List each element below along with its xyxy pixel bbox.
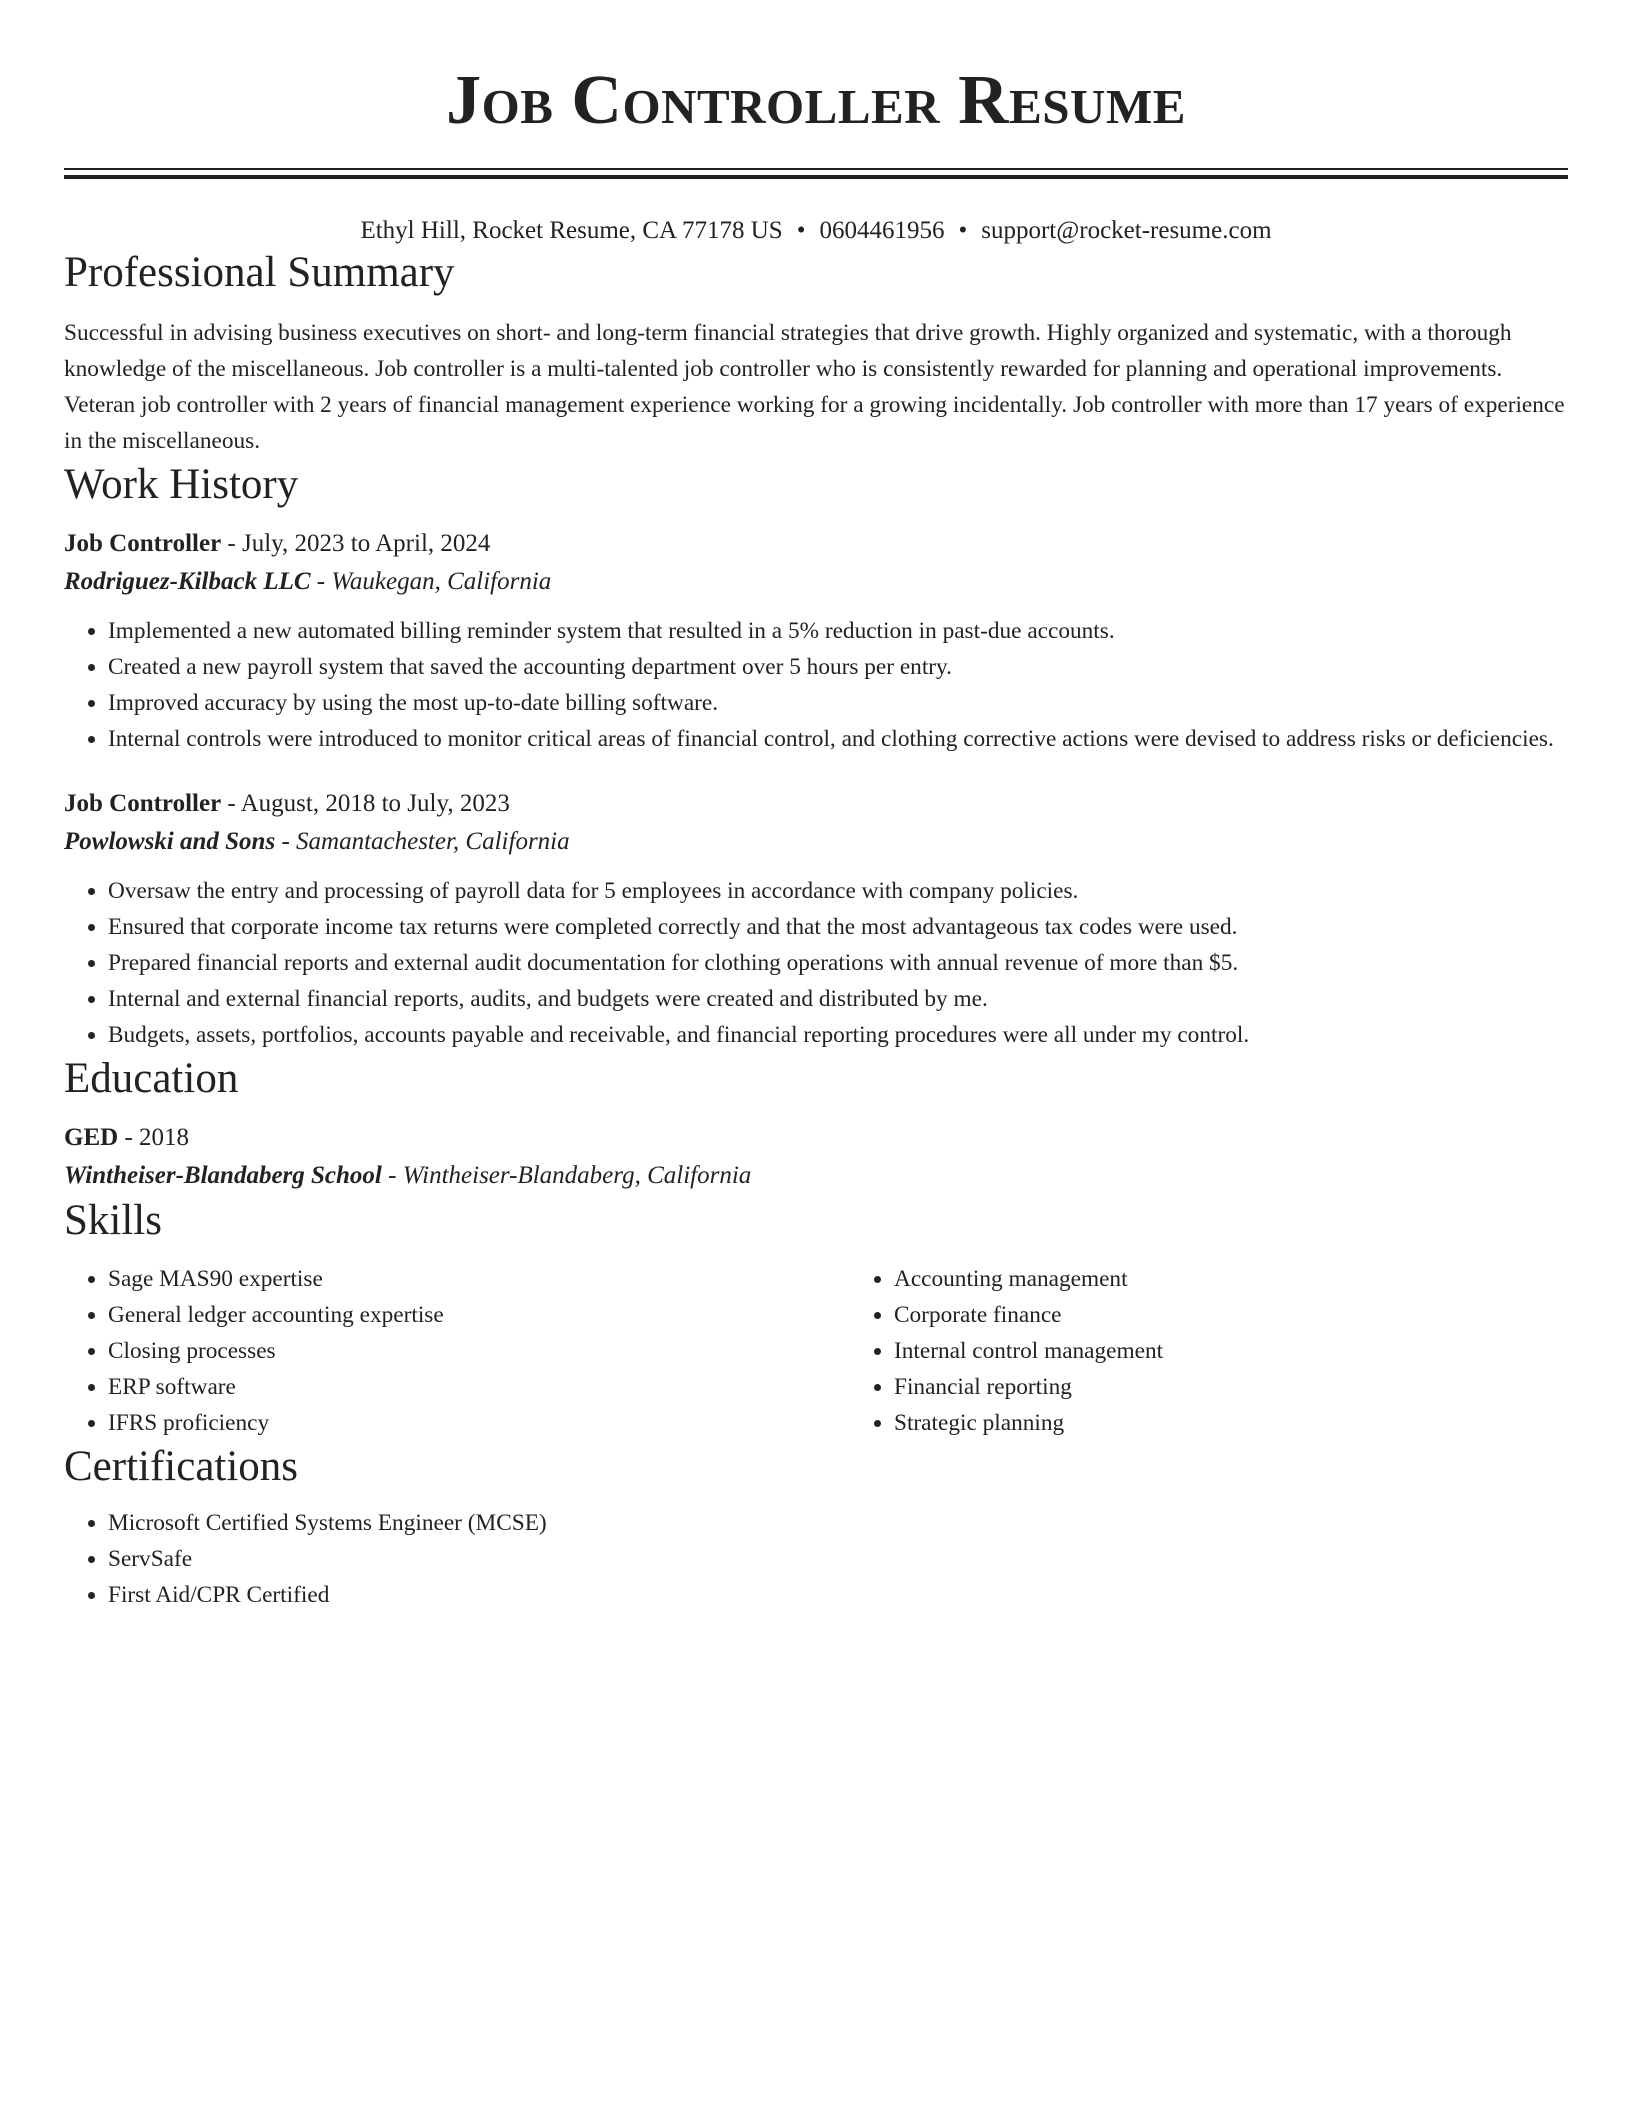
degree-line: [64, 1119, 1568, 1157]
job-title-line: [64, 785, 1568, 823]
certification-item: • First Aid/CPR Certified: [108, 1577, 1568, 1613]
company-location: - Samantachester, California: [275, 828, 570, 855]
work-history-heading: Work History: [64, 461, 299, 508]
company-line: [64, 823, 1568, 861]
job-title: Job Controller: [64, 530, 222, 557]
skill-item: • IFRS proficiency: [108, 1405, 850, 1441]
contact-phone: 0604461956: [819, 217, 945, 244]
job-bullets: [64, 873, 1568, 1053]
skill-item: • Sage MAS90 expertise: [108, 1261, 850, 1297]
job-bullet: • Ensured that corporate income tax returns were completed correctly and that the most advantageous tax codes were used.: [108, 909, 1568, 945]
company-location: - Waukegan, California: [310, 568, 552, 595]
degree: GED: [64, 1124, 119, 1151]
summary-heading: Professional Summary: [64, 249, 455, 296]
skill-item: • General ledger accounting expertise: [108, 1297, 850, 1333]
job-bullet: • Internal and external financial reports, audits, and budgets were created and distributed by me.: [108, 981, 1568, 1017]
job-bullet: • Prepared financial reports and external audit documentation for clothing operations with annual revenue of more than $5.: [108, 945, 1568, 981]
skill-item: • Internal control management: [894, 1333, 1163, 1369]
skill-item: • Strategic planning: [894, 1405, 1163, 1441]
skills-list-right: [850, 1261, 1163, 1441]
job-bullet: • Internal controls were introduced to monitor critical areas of financial control, and clothing corrective actions were devised to address risks or deficiencies.: [108, 721, 1568, 757]
job-bullet: • Created a new payroll system that saved the accounting department over 5 hours per entry.: [108, 649, 1568, 685]
resume-title: Job Controller Resume: [446, 62, 1186, 139]
job-entry: [64, 785, 1568, 1053]
job-title-line: [64, 525, 1568, 563]
skills-grid: [64, 1261, 1568, 1441]
skill-item: • Accounting management: [894, 1261, 1163, 1297]
skill-item: • ERP software: [108, 1369, 850, 1405]
certifications-list: [64, 1505, 1568, 1613]
skill-item: • Closing processes: [108, 1333, 850, 1369]
education-heading: Education: [64, 1055, 239, 1102]
job-bullet: • Improved accuracy by using the most up-to-date billing software.: [108, 685, 1568, 721]
degree-year: - 2018: [118, 1124, 190, 1151]
education-entry: [64, 1119, 1568, 1195]
certifications-heading: Certifications: [64, 1443, 299, 1490]
title-divider: [64, 168, 1568, 179]
contact-separator: •: [796, 217, 806, 244]
job-dates: - August, 2018 to July, 2023: [221, 790, 510, 817]
skills-list-left: [64, 1261, 850, 1441]
company-name: Rodriguez-Kilback LLC: [64, 568, 311, 595]
summary-text: Successful in advising business executives on short- and long-term financial strategies that drive growth. Highly organized and systematic, with a thorough knowledge of the miscellaneous. Job controller is a multi-talented job controller who is consistently rewarded for planning and operational improvements. Veteran job controller with 2 years of financial management experience working for a growing incidentally. Job controller with more than 17 years of experience in the miscellaneous.: [64, 320, 1565, 454]
job-bullets: [64, 613, 1568, 757]
company-line: [64, 563, 1568, 601]
contact-address: Ethyl Hill, Rocket Resume, CA 77178 US: [360, 217, 783, 244]
job-dates: - July, 2023 to April, 2024: [221, 530, 491, 557]
school-name: Wintheiser-Blandaberg School: [64, 1162, 382, 1189]
job-bullet: • Oversaw the entry and processing of payroll data for 5 employees in accordance with company policies.: [108, 873, 1568, 909]
skills-heading: Skills: [64, 1197, 162, 1244]
job-bullet: • Implemented a new automated billing reminder system that resulted in a 5% reduction in past-due accounts.: [108, 613, 1568, 649]
contact-line: [64, 215, 1568, 247]
skill-item: • Corporate finance: [894, 1297, 1163, 1333]
job-entry: [64, 525, 1568, 757]
contact-email: support@rocket-resume.com: [981, 217, 1272, 244]
contact-separator: •: [958, 217, 968, 244]
skill-item: • Financial reporting: [894, 1369, 1163, 1405]
job-title: Job Controller: [64, 790, 222, 817]
school-line: [64, 1157, 1568, 1195]
certification-item: • ServSafe: [108, 1541, 1568, 1577]
certification-item: • Microsoft Certified Systems Engineer (MCSE): [108, 1505, 1568, 1541]
job-bullet: • Budgets, assets, portfolios, accounts payable and receivable, and financial reporting procedures were all under my control.: [108, 1017, 1568, 1053]
school-location: - Wintheiser-Blandaberg, California: [381, 1162, 752, 1189]
company-name: Powlowski and Sons: [64, 828, 276, 855]
